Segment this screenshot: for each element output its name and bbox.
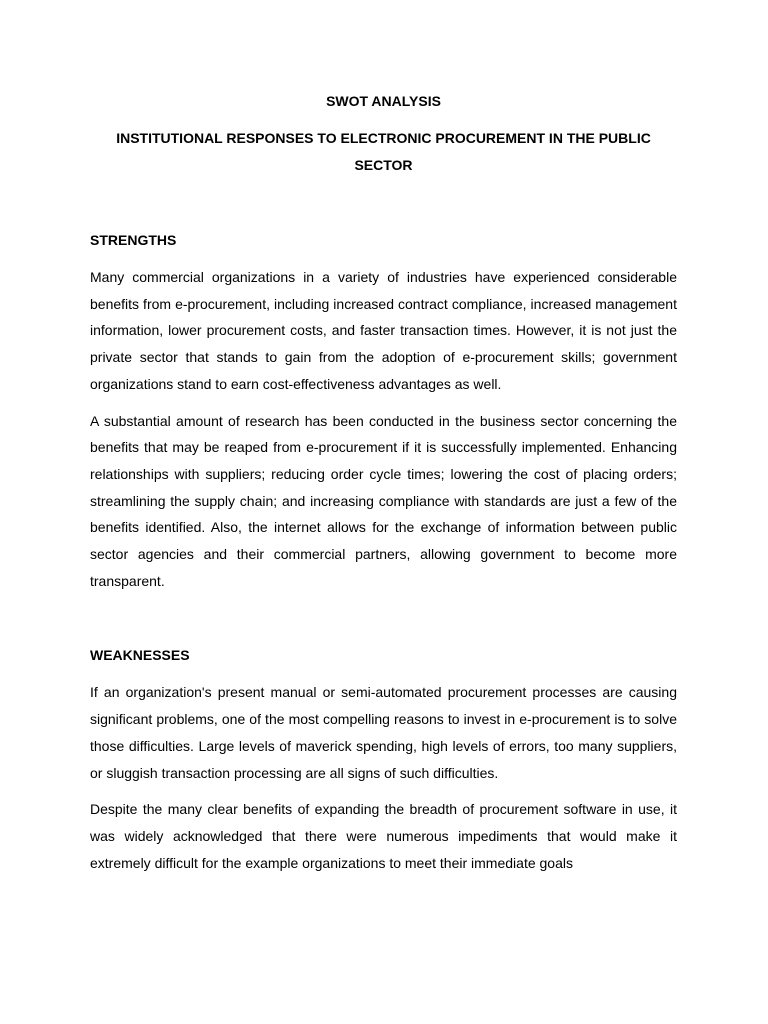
strengths-paragraph-2: A substantial amount of research has been conducted in the business sector concerning the benefits that may be reaped from e-procurement if it is successfully implemented. Enhancing relationships with suppliers; reducing order cycle times; lowering the cost of placing orders; streamlining the supply chain; and increasing compliance with standards are just a few of the benefits identified. Also, the internet allows for the exchange of information between public sector agencies and their commercial partners, allowing government to become more transparent.: [90, 412, 677, 589]
weaknesses-paragraph-2: Despite the many clear benefits of expanding the breadth of procurement software in use, it was widely acknowledged that there were numerous impediments that would make it extremely difficult for the example organizations to meet their immediate goals: [90, 801, 677, 871]
weaknesses-paragraph-1: If an organization's present manual or semi-automated procurement processes are causing significant problems, one of the most compelling reasons to invest in e-procurement is to solve those difficulties. Large levels of maverick spending, high levels of errors, too many suppliers, or sluggish transaction processing are all signs of such difficulties.: [90, 684, 677, 781]
strengths-heading: STRENGTHS: [90, 232, 177, 248]
document-title: SWOT ANALYSIS: [326, 93, 441, 109]
weaknesses-section: [90, 642, 677, 876]
document-subtitle: INSTITUTIONAL RESPONSES TO ELECTRONIC PROCUREMENT IN THE PUBLIC SECTOR: [116, 130, 651, 173]
weaknesses-heading: WEAKNESSES: [90, 647, 190, 664]
strengths-section: [90, 227, 677, 594]
strengths-paragraph-1: Many commercial organizations in a variety of industries have experienced considerable benefits from e-procurement, including increased contract compliance, increased management information, lower procurement costs, and faster transaction times. However, it is not just the private sector that stands to gain from the adoption of e-procurement skills; government organizations stand to earn cost-effectiveness advantages as well.: [90, 269, 677, 392]
document-content: [90, 88, 677, 876]
